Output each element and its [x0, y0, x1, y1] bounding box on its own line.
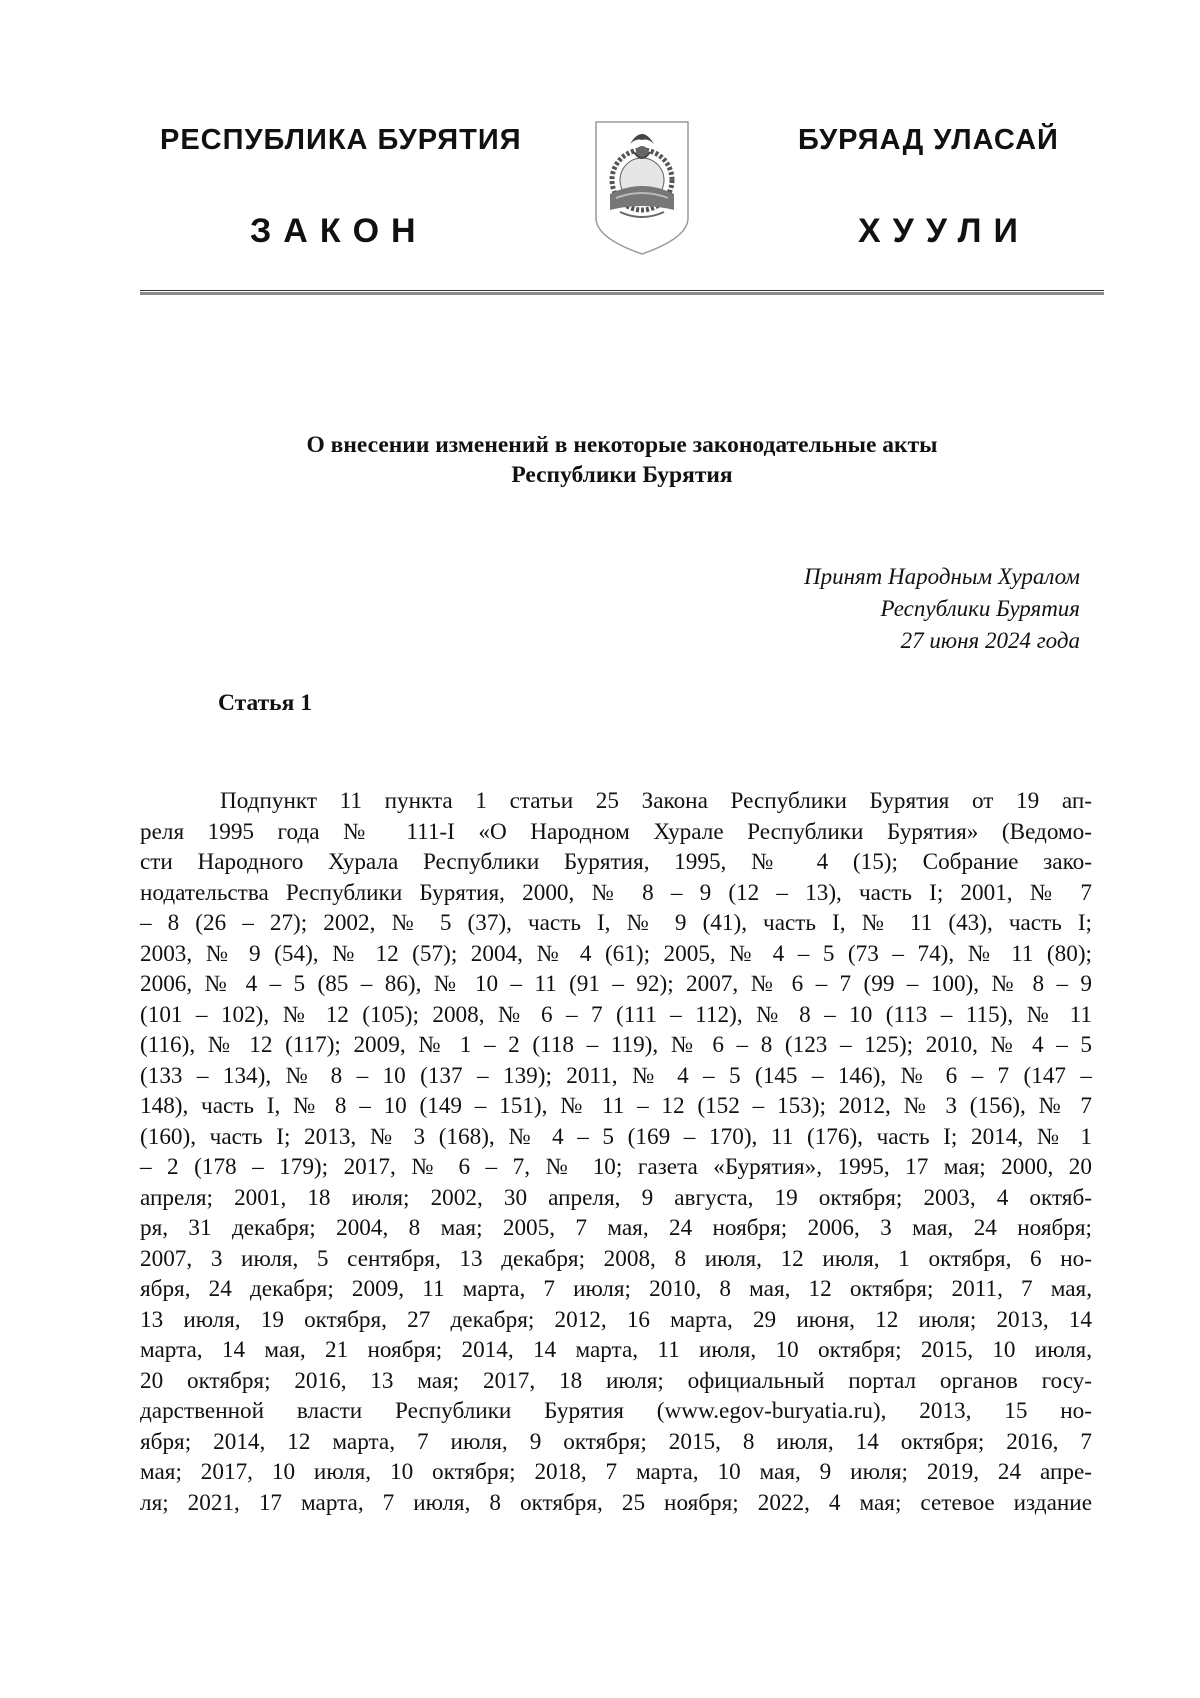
- article-heading: Статья 1: [218, 690, 312, 716]
- article-text-line: (101 – 102), № 12 (105); 2008, № 6 – 7 (111 – 112), № 8 – 10 (113 – 115), № 11: [140, 1001, 1092, 1028]
- article-text-line: Подпункт 11 пункта 1 статьи 25 Закона Республики Бурятия от 19 ап-: [220, 788, 1092, 814]
- article-text-line: 2007, 3 июля, 5 сентября, 13 декабря; 2008, 8 июля, 12 июля, 1 октября, 6 но-: [140, 1245, 1092, 1272]
- document-title-line: Республики Бурятия: [511, 462, 733, 488]
- law-label-russian: ЗАКОН: [250, 212, 428, 250]
- article-text-line: сти Народного Хурала Республики Бурятия, 1995, № 4 (15); Собрание зако-: [140, 849, 1092, 875]
- article-text-line: – 8 (26 – 27); 2002, № 5 (37), часть I, № 9 (41), часть I, № 11 (43), часть I;: [140, 910, 1092, 936]
- article-text-line: 20 октября; 2016, 13 мая; 2017, 18 июля; официальный портал органов госу-: [140, 1367, 1092, 1394]
- coat-of-arms-emblem-icon: [590, 114, 694, 258]
- article-text-line: ября, 24 декабря; 2009, 11 марта, 7 июля; 2010, 8 мая, 12 октября; 2011, 7 мая,: [140, 1276, 1092, 1302]
- republic-name-buryat: БУРЯАД УЛАСАЙ: [798, 124, 1059, 156]
- adoption-note-line: Республики Бурятия: [880, 596, 1080, 621]
- article-text-line: нодательства Республики Бурятия, 2000, № 8 – 9 (12 – 13), часть I; 2001, № 7: [140, 879, 1092, 906]
- article-text-line: 2006, № 4 – 5 (85 – 86), № 10 – 11 (91 – 92); 2007, № 6 – 7 (99 – 100), № 8 – 9: [140, 971, 1092, 997]
- article-body: [140, 786, 1092, 1518]
- document-title-line: О внесении изменений в некоторые законодательные акты: [306, 432, 938, 458]
- law-label-buryat: ХУУЛИ: [858, 212, 1030, 250]
- article-text-line: (160), часть I; 2013, № 3 (168), № 4 – 5 (169 – 170), 11 (176), часть I; 2014, № 1: [140, 1123, 1092, 1150]
- article-text-line: дарственной власти Республики Бурятия (www.egov-buryatia.ru), 2013, 15 но-: [140, 1398, 1092, 1424]
- article-text-line: – 2 (178 – 179); 2017, № 6 – 7, № 10; газета «Бурятия», 1995, 17 мая; 2000, 20: [140, 1154, 1092, 1180]
- article-text-line: ля; 2021, 17 марта, 7 июля, 8 октября, 25 ноября; 2022, 4 мая; сетевое издание: [140, 1489, 1092, 1516]
- article-text-line: мая; 2017, 10 июля, 10 октября; 2018, 7 марта, 10 мая, 9 июля; 2019, 24 апре-: [140, 1459, 1092, 1485]
- article-text-line: марта, 14 мая, 21 ноября; 2014, 14 марта, 11 июля, 10 октября; 2015, 10 июля,: [140, 1337, 1092, 1363]
- article-text-line: (116), № 12 (117); 2009, № 1 – 2 (118 – 119), № 6 – 8 (123 – 125); 2010, № 4 – 5: [140, 1032, 1092, 1058]
- adoption-note-line: Принят Народным Хуралом: [803, 564, 1080, 589]
- document-title: [140, 430, 1104, 490]
- article-text-line: реля 1995 года № 111-I «О Народном Хурале Республики Бурятия» (Ведомо-: [140, 818, 1092, 845]
- adoption-date: 27 июня 2024 года: [900, 628, 1080, 653]
- article-text-line: ря, 31 декабря; 2004, 8 мая; 2005, 7 мая, 24 ноября; 2006, 3 мая, 24 ноября;: [140, 1215, 1092, 1241]
- article-text-line: (133 – 134), № 8 – 10 (137 – 139); 2011, № 4 – 5 (145 – 146), № 6 – 7 (147 –: [140, 1062, 1092, 1089]
- article-text-line: апреля; 2001, 18 июля; 2002, 30 апреля, 9 августа, 19 октября; 2003, 4 октяб-: [140, 1184, 1092, 1211]
- republic-name-russian: РЕСПУБЛИКА БУРЯТИЯ: [160, 124, 522, 156]
- article-text-line: 2003, № 9 (54), № 12 (57); 2004, № 4 (61); 2005, № 4 – 5 (73 – 74), № 11 (80);: [140, 940, 1092, 967]
- article-text-line: 148), часть I, № 8 – 10 (149 – 151), № 11 – 12 (152 – 153); 2012, № 3 (156), № 7: [140, 1093, 1092, 1119]
- article-text-line: 13 июля, 19 октября, 27 декабря; 2012, 16 марта, 29 июня, 12 июля; 2013, 14: [140, 1306, 1092, 1333]
- adoption-note: [804, 561, 1080, 657]
- header-divider: [140, 290, 1104, 296]
- article-text-line: ября; 2014, 12 марта, 7 июля, 9 октября; 2015, 8 июля, 14 октября; 2016, 7: [140, 1428, 1092, 1455]
